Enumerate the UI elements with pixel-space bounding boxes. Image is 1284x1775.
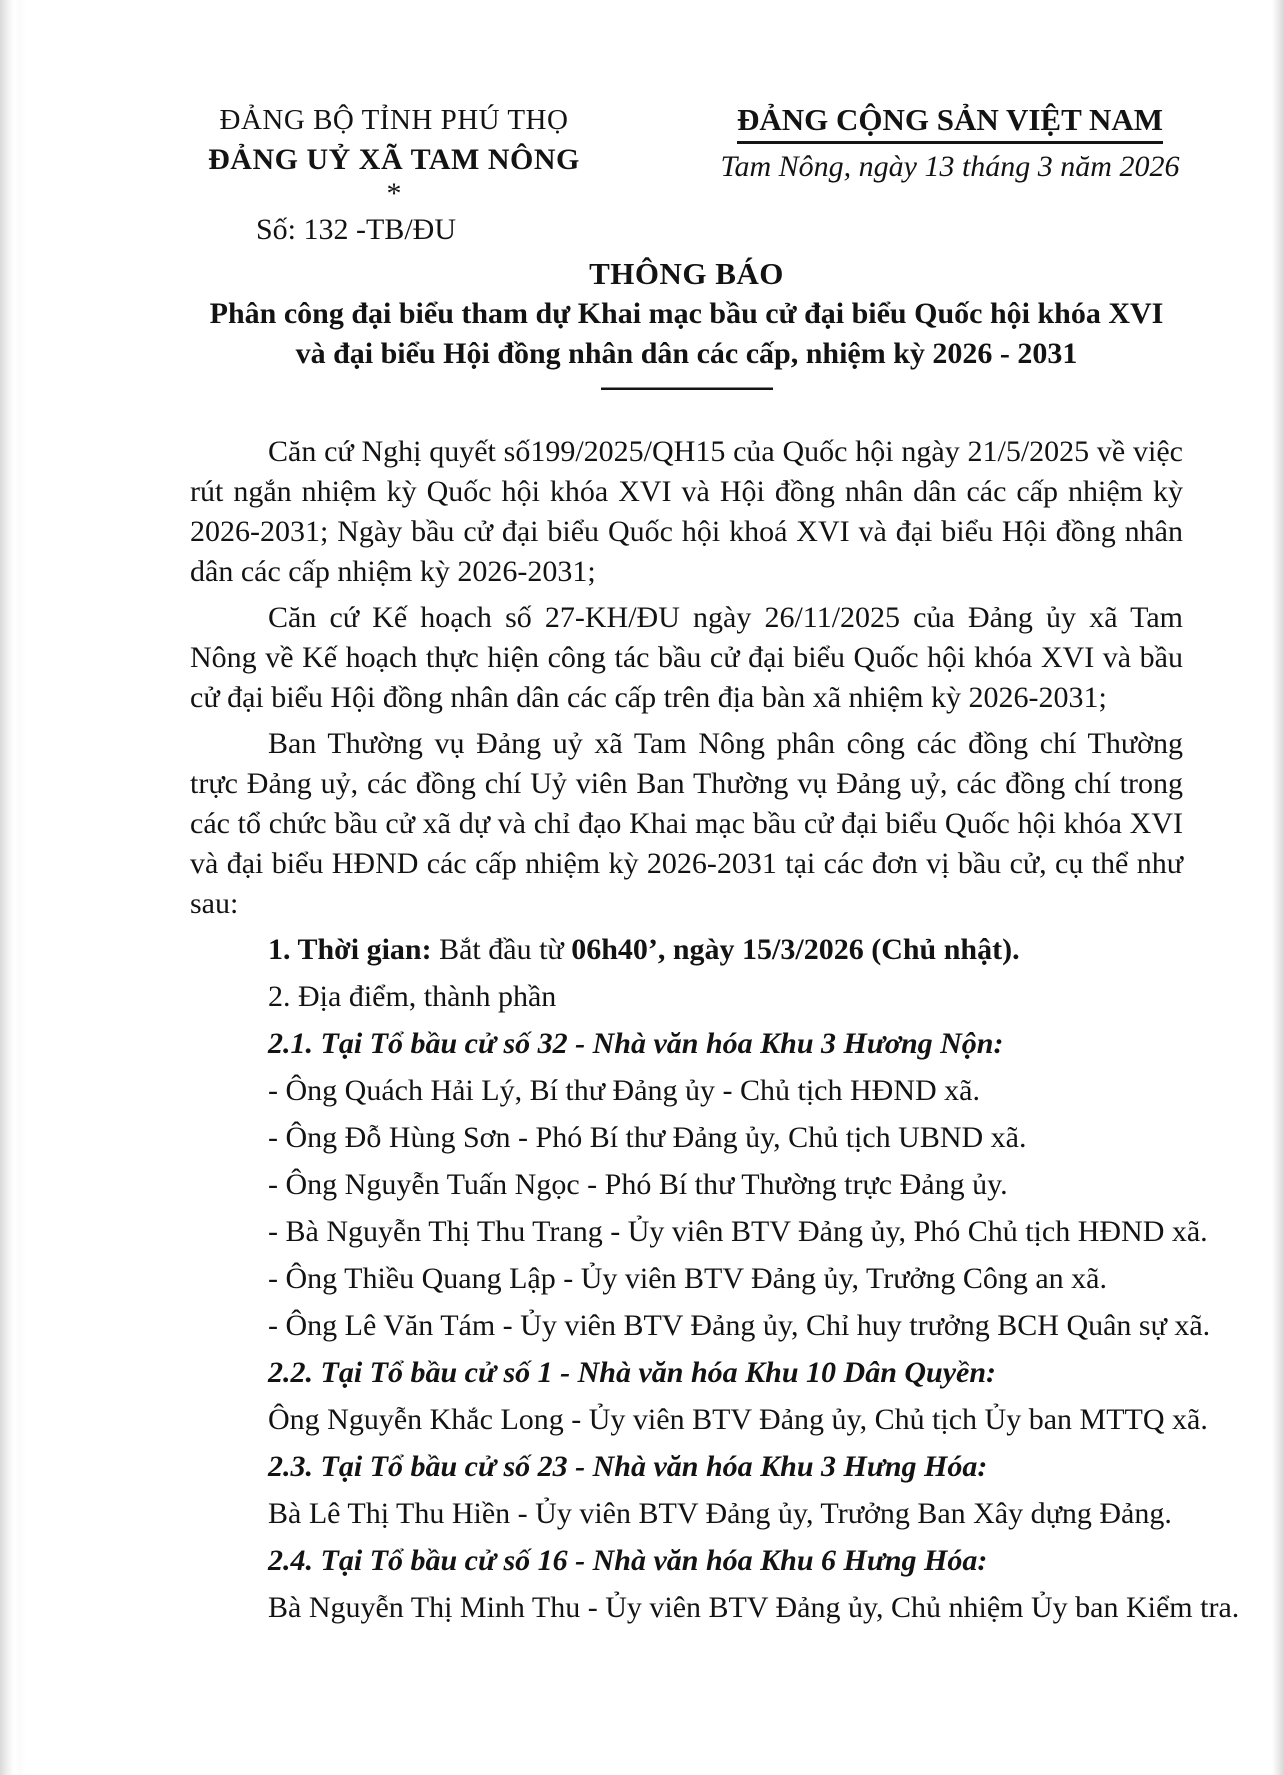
title-divider (601, 387, 773, 390)
document-page (190, 100, 1240, 1635)
member-line: - Ông Quách Hải Lý, Bí thư Đảng ủy - Chủ tịch HĐND xã. (268, 1074, 980, 1107)
member-line: - Ông Nguyễn Tuấn Ngọc - Phó Bí thư Thường trực Đảng ủy. (268, 1168, 1008, 1201)
paragraph-basis-2: Căn cứ Kế hoạch số 27-KH/ĐU ngày 26/11/2025 của Đảng ủy xã Tam Nông về Kế hoạch thực hiện công tác bầu cử đại biểu Quốc hội khóa XVI và bầu cử đại biểu Hội đồng nhân dân các cấp trên địa bàn xã nhiệm kỳ 2026-2031; (190, 601, 1183, 714)
document-body (190, 432, 1240, 1628)
location-heading: 2. Địa điểm, thành phần (268, 980, 557, 1013)
title-block (190, 254, 1183, 390)
scan-edge-right (1272, 0, 1284, 1775)
assignment-items (190, 930, 1240, 1628)
doc-subtitle-line-1: Phân công đại biểu tham dự Khai mạc bầu cử đại biểu Quốc hội khóa XVI (209, 297, 1164, 330)
time-item (190, 930, 1183, 970)
header-right-block (717, 100, 1183, 188)
section-heading-2-4: 2.4. Tại Tổ bầu cử số 16 - Nhà văn hóa Khu 6 Hưng Hóa: (268, 1544, 988, 1577)
org-parent-line: ĐẢNG BỘ TỈNH PHÚ THỌ (219, 104, 569, 136)
section-heading-2-1: 2.1. Tại Tổ bầu cử số 32 - Nhà văn hóa Khu 3 Hương Nộn: (268, 1027, 1004, 1060)
document-header (190, 100, 1183, 250)
section-heading-2-3: 2.3. Tại Tổ bầu cử số 23 - Nhà văn hóa Khu 3 Hưng Hóa: (268, 1450, 988, 1483)
header-left-block (190, 100, 598, 250)
party-name-line: ĐẢNG CỘNG SẢN VIỆT NAM (737, 100, 1163, 144)
member-line: - Ông Thiều Quang Lập - Ủy viên BTV Đảng ủy, Trưởng Công an xã. (268, 1262, 1107, 1295)
time-item-text: Bắt đầu từ (431, 933, 572, 966)
section-heading-2-2: 2.2. Tại Tổ bầu cử số 1 - Nhà văn hóa Khu 10 Dân Quyền: (268, 1356, 997, 1389)
time-item-label: 1. Thời gian: (268, 933, 432, 966)
member-line: - Ông Đỗ Hùng Sơn - Phó Bí thư Đảng ủy, Chủ tịch UBND xã. (268, 1121, 1027, 1154)
member-line: Bà Lê Thị Thu Hiền - Ủy viên BTV Đảng ủy, Trưởng Ban Xây dựng Đảng. (268, 1497, 1172, 1530)
doc-number: Số: 132 -TB/ĐU (256, 213, 457, 246)
org-unit-line: ĐẢNG UỶ XÃ TAM NÔNG (208, 143, 580, 176)
member-line: Bà Nguyễn Thị Minh Thu - Ủy viên BTV Đảng ủy, Chủ nhiệm Ủy ban Kiểm tra. (268, 1591, 1240, 1624)
place-date-line: Tam Nông, ngày 13 tháng 3 năm 2026 (720, 150, 1180, 183)
star-separator: * (386, 177, 402, 210)
doc-title: THÔNG BÁO (589, 256, 784, 291)
scan-edge-left (0, 0, 26, 1775)
member-line: - Bà Nguyễn Thị Thu Trang - Ủy viên BTV Đảng ủy, Phó Chủ tịch HĐND xã. (268, 1215, 1208, 1248)
member-line: - Ông Lê Văn Tám - Ủy viên BTV Đảng ủy, Chỉ huy trưởng BCH Quân sự xã. (268, 1309, 1211, 1342)
time-item-value: 06h40’, ngày 15/3/2026 (Chủ nhật). (571, 933, 1020, 966)
doc-subtitle-line-2: và đại biểu Hội đồng nhân dân các cấp, nhiệm kỳ 2026 - 2031 (295, 337, 1078, 370)
paragraph-basis-1: Căn cứ Nghị quyết số199/2025/QH15 của Quốc hội ngày 21/5/2025 về việc rút ngắn nhiệm kỳ Quốc hội khóa XVI và Hội đồng nhân dân các cấp nhiệm kỳ 2026-2031; Ngày bầu cử đại biểu Quốc hội khoá XVI và đại biểu Hội đồng nhân dân các cấp nhiệm kỳ 2026-2031; (190, 435, 1183, 588)
paragraph-assignment-intro: Ban Thường vụ Đảng uỷ xã Tam Nông phân công các đồng chí Thường trực Đảng uỷ, các đồng chí Uỷ viên Ban Thường vụ Đảng uỷ, các đồng chí trong các tổ chức bầu cử xã dự và chỉ đạo Khai mạc bầu cử đại biểu Quốc hội khóa XVI và đại biểu HĐND các cấp nhiệm kỳ 2026-2031 tại các đơn vị bầu cử, cụ thể như sau: (190, 727, 1183, 920)
member-line: Ông Nguyễn Khắc Long - Ủy viên BTV Đảng ủy, Chủ tịch Ủy ban MTTQ xã. (268, 1403, 1208, 1436)
